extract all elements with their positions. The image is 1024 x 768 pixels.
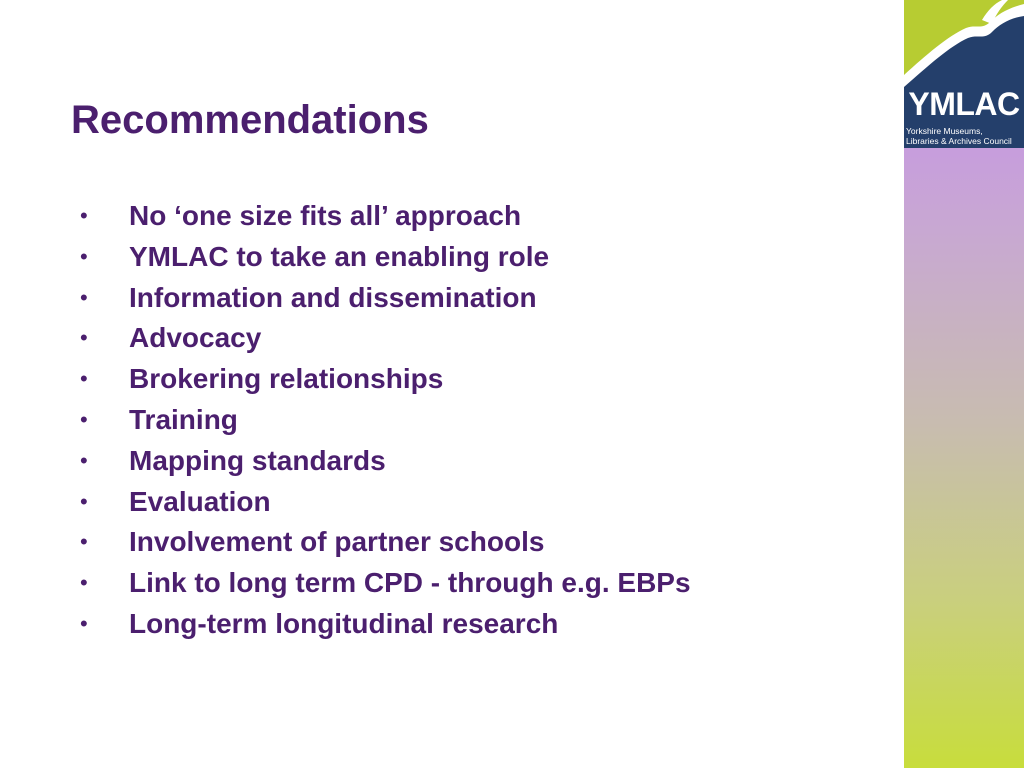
- bullet-item: [74, 196, 794, 237]
- bullet-list: [74, 196, 794, 645]
- bullet-item: [74, 318, 794, 359]
- bullet-dot-icon: •: [80, 366, 88, 392]
- bullet-text: Link to long term CPD - through e.g. EBPs: [129, 567, 691, 599]
- logo-subtitle: Yorkshire Museums, Libraries & Archives Council: [906, 126, 1012, 146]
- bullet-item: [74, 400, 794, 441]
- slide-title: Recommendations: [71, 98, 429, 142]
- bullet-item: [74, 359, 794, 400]
- logo-wordmark: YMLAC: [908, 86, 1020, 122]
- bullet-item: [74, 563, 794, 604]
- bullet-item: [74, 441, 794, 482]
- bullet-text: Mapping standards: [129, 444, 386, 476]
- bullet-text: Training: [129, 403, 238, 435]
- bullet-item: [74, 482, 794, 523]
- bullet-item: [74, 278, 794, 319]
- bullet-text: Advocacy: [129, 322, 262, 354]
- bullet-dot-icon: •: [80, 406, 88, 432]
- bullet-dot-icon: •: [80, 529, 88, 555]
- bullet-item: [74, 604, 794, 645]
- bullet-text: Involvement of partner schools: [129, 526, 545, 558]
- bullet-dot-icon: •: [80, 570, 88, 596]
- bullet-dot-icon: •: [80, 447, 88, 473]
- bullet-text: No ‘one size fits all’ approach: [129, 200, 522, 231]
- bullet-dot-icon: •: [80, 610, 88, 636]
- bullet-text: Long-term longitudinal research: [129, 607, 559, 639]
- bullet-dot-icon: •: [80, 325, 88, 351]
- bullet-dot-icon: •: [80, 243, 88, 269]
- bullet-dot-icon: •: [80, 203, 88, 228]
- bullet-dot-icon: •: [80, 284, 88, 310]
- bullet-text: Information and dissemination: [129, 281, 537, 313]
- bullet-text: YMLAC to take an enabling role: [129, 240, 550, 272]
- bullet-text: Evaluation: [129, 485, 271, 517]
- bullet-dot-icon: •: [80, 488, 88, 514]
- ymlac-logo: [904, 0, 1024, 148]
- bullet-text: Brokering relationships: [129, 363, 444, 395]
- bullet-item: [74, 237, 794, 278]
- bullet-item: [74, 522, 794, 563]
